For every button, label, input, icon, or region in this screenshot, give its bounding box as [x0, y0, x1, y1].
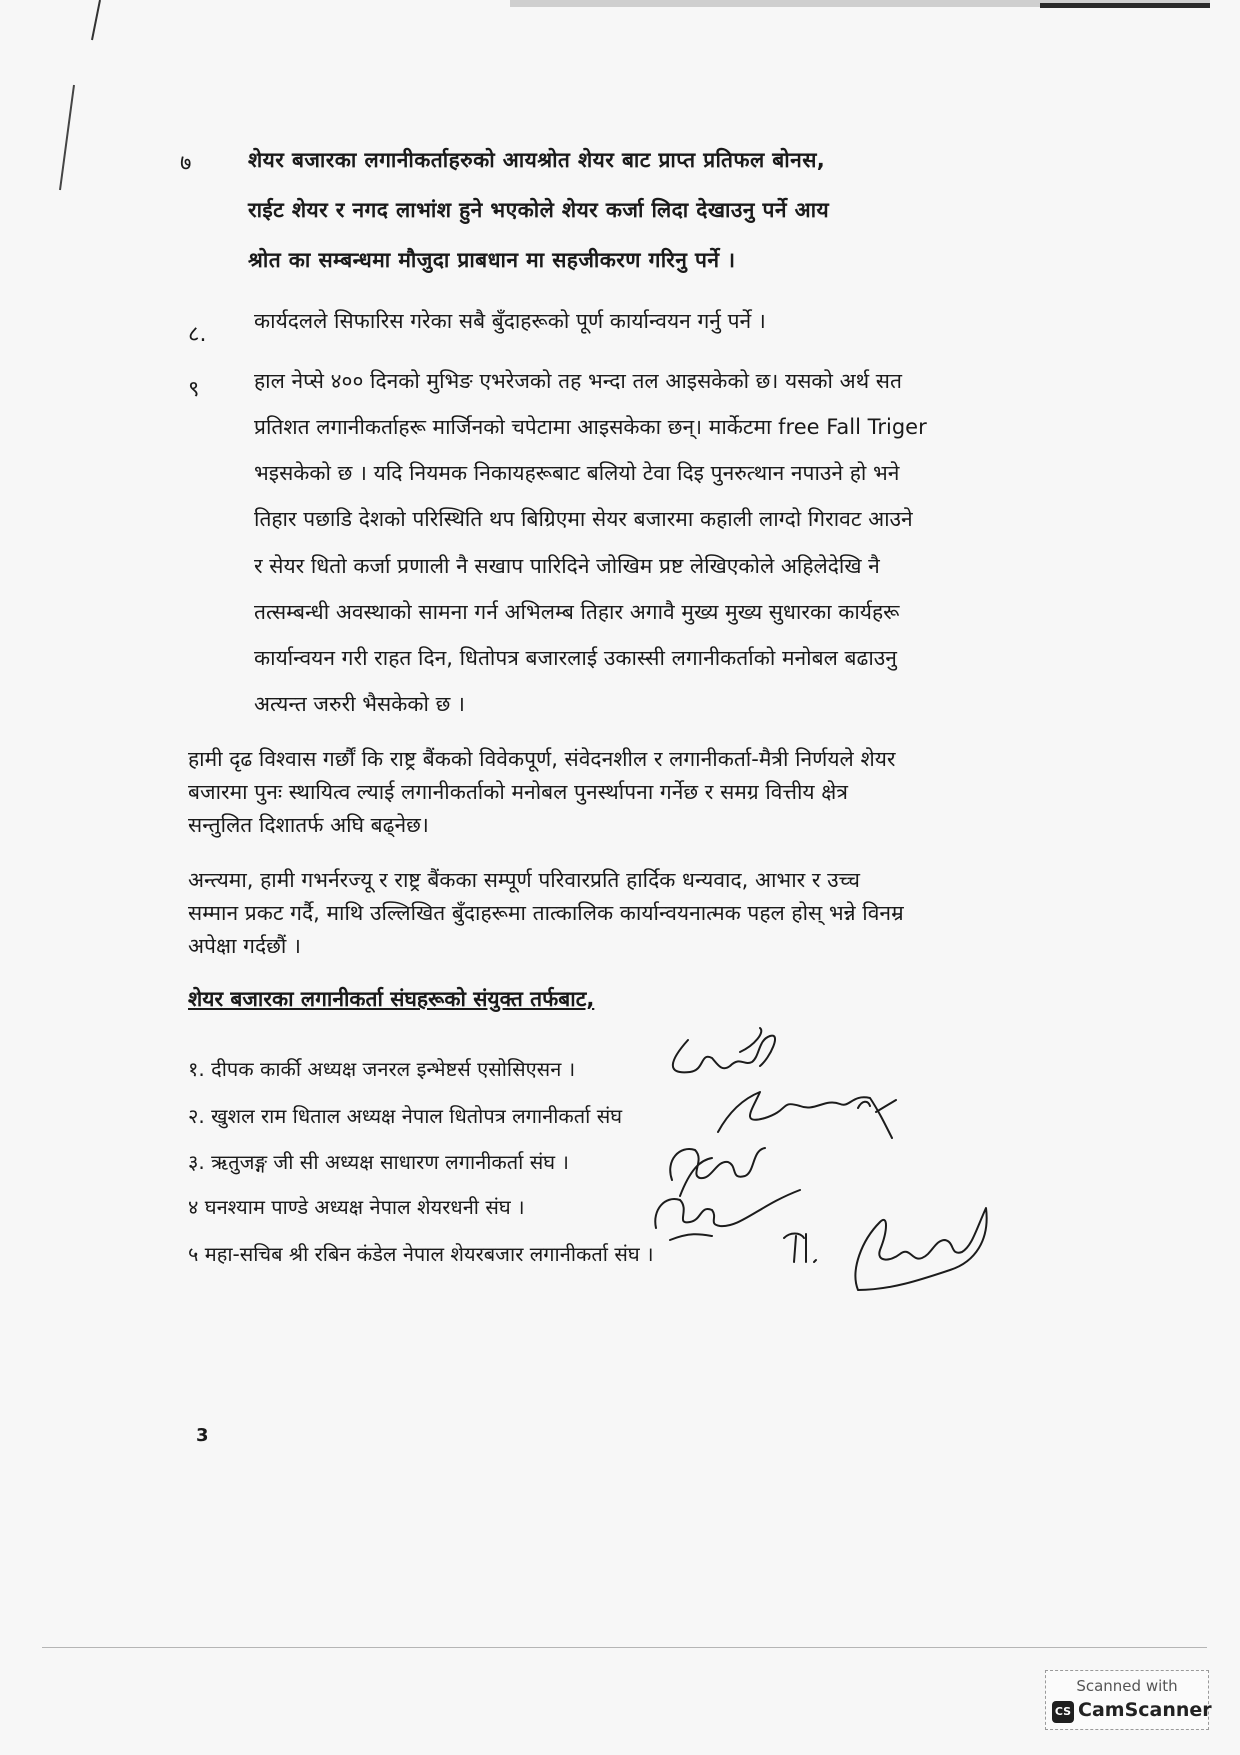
signatory-line: १. दीपक कार्की अध्यक्ष जनरल इन्भेष्टर्स एसोसिएसन ।: [188, 1057, 576, 1081]
signature-5: [855, 1208, 986, 1290]
signature-2: [718, 1092, 896, 1138]
item-line: प्रतिशत लगानीकर्ताहरू मार्जिनको चपेटामा आइसकेका छन्। मार्केटमा free Fall Triger: [254, 415, 927, 439]
scanner-watermark: [1045, 1670, 1212, 1730]
signatory-line: ५ महा-सचिब श्री रबिन कंडेल नेपाल शेयरबजार लगानीकर्ता संघ ।: [188, 1242, 654, 1266]
signature-1: [673, 1028, 775, 1072]
paragraph-line: बजारमा पुनः स्थायित्व ल्याई लगानीकर्ताको मनोबल पुनर्स्थापना गर्नेछ र समग्र वित्तीय क्षेत्र: [188, 780, 848, 804]
item-number: ७: [180, 151, 192, 176]
item-number: ९: [188, 377, 200, 402]
scanner-brand: CamScanner: [1078, 1699, 1212, 1721]
signatory-line: २. खुशल राम धिताल अध्यक्ष नेपाल धितोपत्र लगानीकर्ता संघ: [188, 1104, 623, 1128]
signature-5-initial: [784, 1234, 816, 1263]
signatory-line: ४ घनश्याम पाण्डे अध्यक्ष नेपाल शेयरधनी संघ ।: [188, 1195, 525, 1219]
item-line: हाल नेप्से ४०० दिनको मुभिङ एभरेजको तह भन्दा तल आइसकेको छ। यसको अर्थ सत: [254, 369, 902, 393]
signatory-line: ३. ऋतुजङ्ग जी सी अध्यक्ष साधारण लगानीकर्ता संघ ।: [188, 1150, 569, 1174]
paragraph-line: अन्त्यमा, हामी गभर्नरज्यू र राष्ट्र बैंकका सम्पूर्ण परिवारप्रति हार्दिक धन्यवाद, आभार र उच्च: [188, 868, 860, 892]
item-line: भइसकेको छ । यदि नियमक निकायहरूबाट बलियो टेवा दिइ पुनरुत्थान नपाउने हो भने: [254, 461, 900, 485]
item-line: र सेयर धितो कर्जा प्रणाली नै सखाप पारिदिने जोखिम प्रष्ट लेखिएकोले अहिलेदेखि नै: [254, 554, 880, 578]
signature-3: [670, 1148, 765, 1196]
item-line: शेयर बजारका लगानीकर्ताहरुको आयश्रोत शेयर बाट प्राप्त प्रतिफल बोनस,: [248, 148, 826, 172]
item-line: कार्यदलले सिफारिस गरेका सबै बुँदाहरूको पूर्ण कार्यान्वयन गर्नु पर्ने ।: [254, 309, 766, 333]
item-line: राईट शेयर र नगद लाभांश हुने भएकोले शेयर कर्जा लिदा देखाउनु पर्ने आय: [248, 198, 830, 222]
paragraph-line: अपेक्षा गर्दछौं ।: [188, 934, 301, 958]
item-line: तत्सम्बन्धी अवस्थाको सामना गर्न अभिलम्ब तिहार अगावै मुख्य मुख्य सुधारका कार्यहरू: [254, 600, 900, 624]
paragraph-line: सन्तुलित दिशातर्फ अघि बढ्नेछ।: [188, 813, 429, 837]
item-line: अत्यन्त जरुरी भैसकेको छ ।: [254, 692, 465, 716]
paragraph-line: सम्मान प्रकट गर्दै, माथि उल्लिखित बुँदाहरूमा तात्कालिक कार्यान्वयनात्मक पहल होस् भन्ने विनम्र: [188, 901, 904, 925]
page-number: 3: [196, 1425, 209, 1446]
scanner-caption: Scanned with: [1076, 1677, 1178, 1695]
item-line: श्रोत का सम्बन्धमा मौजुदा प्राबधान मा सहजीकरण गरिनु पर्ने ।: [248, 248, 736, 272]
item-line: कार्यान्वयन गरी राहत दिन, धितोपत्र बजारलाई उकास्सी लगानीकर्ताको मनोबल बढाउनु: [254, 646, 897, 670]
bottom-rule: [42, 1647, 1207, 1648]
paragraph-line: हामी दृढ विश्वास गर्छौं कि राष्ट्र बैंकको विवेकपूर्ण, संवेदनशील र लगानीकर्ता-मैत्री निर्णयले शेयर: [188, 747, 896, 771]
signature-4: [655, 1190, 800, 1240]
item-line: तिहार पछाडि देशको परिस्थिति थप बिग्रिएमा सेयर बजारमा कहाली लाग्दो गिरावट आउने: [254, 507, 913, 531]
signatories-heading: शेयर बजारका लगानीकर्ता संघहरूको संयुक्त तर्फबाट,: [188, 987, 595, 1011]
camscanner-logo-icon: CS: [1052, 1701, 1074, 1723]
item-number: ८.: [188, 322, 207, 347]
